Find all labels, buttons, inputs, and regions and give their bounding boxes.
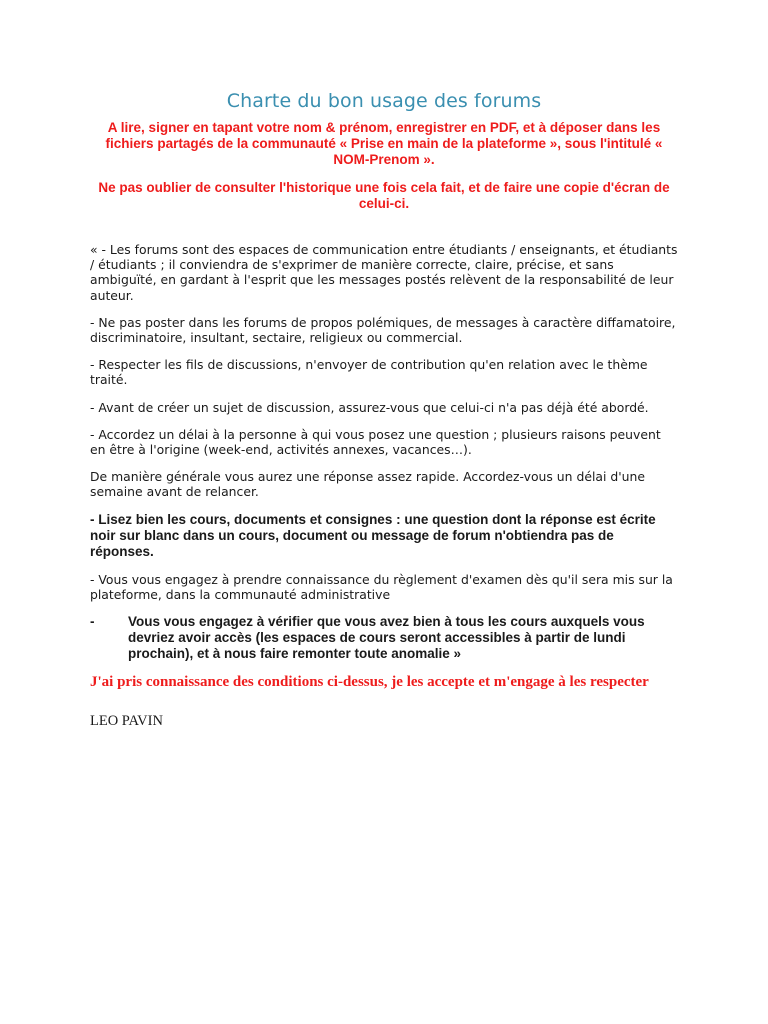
rule-no-polemic: - Ne pas poster dans les forums de propos polémiques, de messages à caractère diffamatoire, discriminatoire, insultant, sectaire, religieux ou commercial. <box>90 314 676 346</box>
rule-check-topic: - Avant de créer un sujet de discussion, assurez-vous que celui-ci n'a pas déjà été abordé. <box>90 399 649 415</box>
rule-exam-regulation: - Vous vous engagez à prendre connaissance du règlement d'examen dès qu'il sera mis sur la plateforme, dans la communauté administrative <box>90 571 673 602</box>
rule-communication: « - Les forums sont des espaces de communication entre étudiants / enseignants, et étudiants / étudiants ; il conviendra de s'exprimer de manière correcte, claire, précise, et sans ambiguïté, en gardant à l'esprit que les messages postés relèvent de la responsabilité de leur auteur. <box>90 242 678 303</box>
rule-course-access-text: Vous vous engagez à vérifier que vous avez bien à tous les cours auxquels vous devriez avoir accès (les espaces de cours seront accessibles à partir de lundi prochain), et à nous faire remonter toute anomalie » <box>128 614 645 662</box>
acceptance-statement: J'ai pris connaissance des conditions ci-dessus, je les accepte et m'engage à les respecter <box>90 674 649 691</box>
rule-read-courses: - Lisez bien les cours, documents et consignes : une question dont la réponse est écrite noir sur blanc dans un cours, document ou message de forum n'obtiendra pas de réponses. <box>90 511 656 559</box>
rule-general-response: De manière générale vous aurez une réponse assez rapide. Accordez-vous un délai d'une semaine avant de relancer. <box>90 469 645 500</box>
rule-delay: - Accordez un délai à la personne à qui vous posez une question ; plusieurs raisons peuvent en être à l'origine (week-end, activités annexes, vacances…). <box>90 426 661 458</box>
rule-threads: - Respecter les fils de discussions, n'envoyer de contribution qu'en relation avec le thème traité. <box>90 357 648 388</box>
list-dash: - <box>90 614 95 630</box>
instruction-history: Ne pas oublier de consulter l'historique une fois cela fait, et de faire une copie d'écran de celui-ci. <box>98 180 670 211</box>
document-title: Charte du bon usage des forums <box>226 90 542 112</box>
rule-course-access <box>90 614 678 662</box>
instruction-signing: A lire, signer en tapant votre nom & prénom, enregistrer en PDF, et à déposer dans les fichiers partagés de la communauté « Prise en main de la plateforme », sous l'intitulé « NOM-Prenom ». <box>105 120 663 167</box>
document-page <box>90 90 678 730</box>
signature-name: LEO PAVIN <box>90 712 163 729</box>
